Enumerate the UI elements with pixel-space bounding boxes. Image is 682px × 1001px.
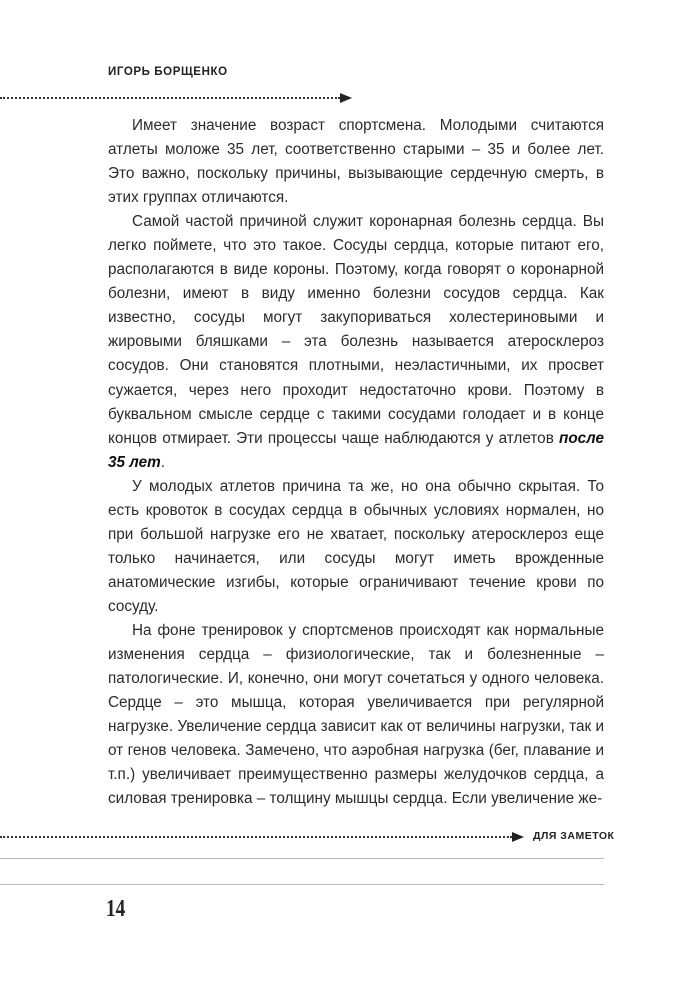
paragraph-2-text: Самой частой причиной служит коронарная болезнь сердца. Вы легко поймете, что это такое. Сосуды сердца, которые питают его, располагаются в виде короны. Поэтому, когда говорят о коронарной болезни, имеют в виду именно болезни сосудов сердца. Как известно, сосуды могут закупориваться холестериновыми и жировыми бляшками – эта болезнь называется атеросклероз сосудов. Они становятся плотными, неэластичными, их просвет сужается, через него проходит недостаточно крови. Поэтому в буквальном смысле сердце с такими сосудами голодает и в конце концов отмирает. Эти процессы чаще наблюдаются у атлетов [108, 213, 604, 447]
paragraph-2-end: . [160, 453, 165, 471]
body-text [108, 114, 604, 811]
running-header-author: ИГОРЬ БОРЩЕНКО [108, 66, 228, 78]
notes-line [0, 858, 604, 859]
notes-line [0, 884, 604, 885]
page-number: 14 [106, 896, 126, 922]
paragraph-4: На фоне тренировок у спортсменов происходят как нормальные изменения сердца – физиологические, так и болезненные – патологические. И, конечно, они могут сочетаться у одного человека. Сердце – это мышца, которая увеличивается при регулярной нагрузке. Увеличение сердца зависит как от величины нагрузки, так и от генов человека. Замечено, что аэробная нагрузка (бег, плавание и т.п.) увеличивает преимущественно размеры желудочков сердца, а силовая тренировка – толщину мышцы сердца. Если увеличение же- [108, 621, 604, 808]
notes-label: ДЛЯ ЗАМЕТОК [533, 830, 615, 842]
footer-dotted-rule [0, 836, 512, 838]
paragraph-3: У молодых атлетов причина та же, но она обычно скрытая. То есть кровоток в сосудах сердца в обычных условиях нормaлен, но при большой нагрузке его не хватает, поскольку атеросклероз еще только начинается, или сосуды могут иметь врожденные анатомические изгибы, которые ограничивают течение крови по сосуду. [108, 477, 604, 615]
footer-arrow-icon [512, 832, 524, 842]
paragraph-2-emphasis: после 35 лет [108, 429, 605, 471]
header-dotted-rule [0, 97, 340, 99]
paragraph-2 [108, 210, 604, 475]
paragraph-1: Имеет значение возраст спортсмена. Молодыми считаются атлеты моложе 35 лет, соответственно старыми – 35 и более лет. Это важно, поскольку причины, вызывающие сердечную смерть, в этих группах отличаются. [108, 117, 604, 207]
header-arrow-icon [340, 93, 352, 103]
